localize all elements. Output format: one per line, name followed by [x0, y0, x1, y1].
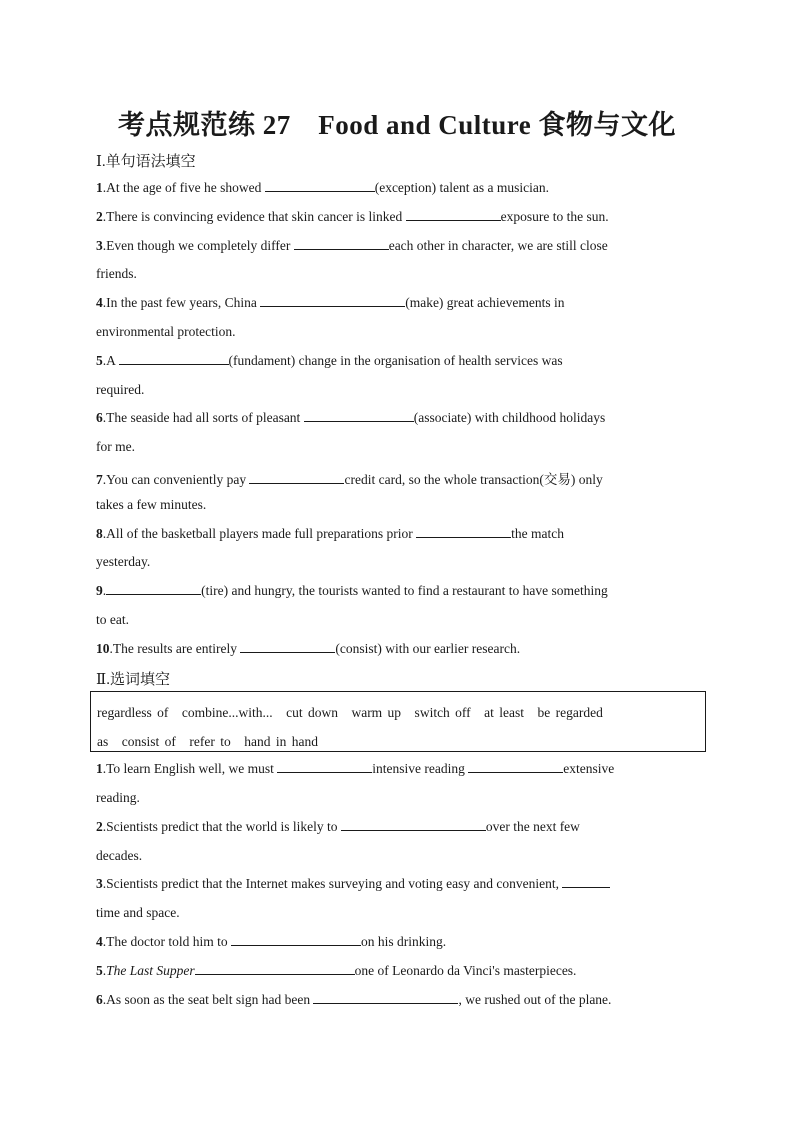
s2-question-6: 6.As soon as the seat belt sign had been , we rushed out of the plane.: [96, 992, 612, 1007]
s1-question-5: 5.A (fundament) change in the organisation of health services was: [96, 353, 563, 368]
answer-blank[interactable]: [304, 410, 414, 422]
s1-question-4-cont: environmental protection.: [96, 324, 236, 339]
answer-blank[interactable]: [468, 761, 563, 773]
section-2-heading: Ⅱ.选词填空: [96, 672, 170, 688]
answer-blank[interactable]: [416, 526, 511, 538]
s1-question-1: 1.At the age of five he showed (exception) talent as a musician.: [96, 180, 550, 195]
s2-question-3-cont: time and space.: [96, 905, 180, 920]
answer-blank[interactable]: [249, 472, 344, 484]
s1-question-6-cont: for me.: [96, 439, 135, 454]
s2-question-2-cont: decades.: [96, 848, 143, 863]
s2-question-3: 3.Scientists predict that the Internet makes surveying and voting easy and convenient,: [96, 876, 696, 892]
s1-question-5-cont: required.: [96, 382, 145, 397]
s1-question-2: 2.There is convincing evidence that skin cancer is linked exposure to the sun.: [96, 209, 609, 224]
s2-question-1-cont: reading.: [96, 790, 140, 805]
s1-question-8: 8.All of the basketball players made full preparations prior the match: [96, 526, 565, 541]
s2-question-2: 2.Scientists predict that the world is likely to over the next few: [96, 819, 580, 834]
page-title: 考点规范练 27 Food and Culture 食物与文化: [117, 110, 677, 140]
answer-blank[interactable]: [265, 180, 375, 192]
answer-blank[interactable]: [240, 641, 335, 653]
s1-question-8-cont: yesterday.: [96, 554, 151, 569]
answer-blank[interactable]: [231, 934, 361, 946]
word-bank-row-2: as consist of refer to hand in hand: [97, 734, 318, 749]
s1-question-9: 9. (tire) and hungry, the tourists wanted to find a restaurant to have something: [96, 583, 608, 598]
answer-blank[interactable]: [260, 295, 405, 307]
s1-question-9-cont: to eat.: [96, 612, 129, 627]
s1-question-7: 7.You can conveniently pay credit card, so the whole transaction(交易) only: [96, 472, 603, 487]
s1-question-4: 4.In the past few years, China (make) great achievements in: [96, 295, 565, 310]
s2-question-5: 5.The Last Supper one of Leonardo da Vinci's masterpieces.: [96, 963, 577, 978]
answer-blank[interactable]: [277, 761, 372, 773]
answer-blank[interactable]: [406, 209, 501, 221]
section-1-heading: Ⅰ.单句语法填空: [96, 154, 196, 170]
s1-question-10: 10.The results are entirely (consist) with our earlier research.: [96, 641, 521, 656]
answer-blank[interactable]: [119, 353, 229, 365]
s2-question-4: 4.The doctor told him to on his drinking.: [96, 934, 447, 949]
word-bank-row-1: regardless of combine...with... cut down warm up switch off at least be regarded: [97, 705, 603, 720]
answer-blank[interactable]: [195, 963, 355, 975]
answer-blank[interactable]: [341, 819, 486, 831]
answer-blank[interactable]: [313, 992, 458, 1004]
s1-question-3-cont: friends.: [96, 266, 137, 281]
s1-question-3: 3.Even though we completely differ each other in character, we are still close: [96, 238, 608, 253]
answer-blank[interactable]: [562, 876, 610, 888]
answer-blank[interactable]: [294, 238, 389, 250]
s2-question-1: 1.To learn English well, we must intensive reading extensive: [96, 761, 615, 776]
word-bank-box: [90, 691, 706, 752]
s1-question-6: 6.The seaside had all sorts of pleasant (associate) with childhood holidays: [96, 410, 606, 425]
answer-blank[interactable]: [106, 583, 201, 595]
s1-question-7-cont: takes a few minutes.: [96, 497, 207, 512]
